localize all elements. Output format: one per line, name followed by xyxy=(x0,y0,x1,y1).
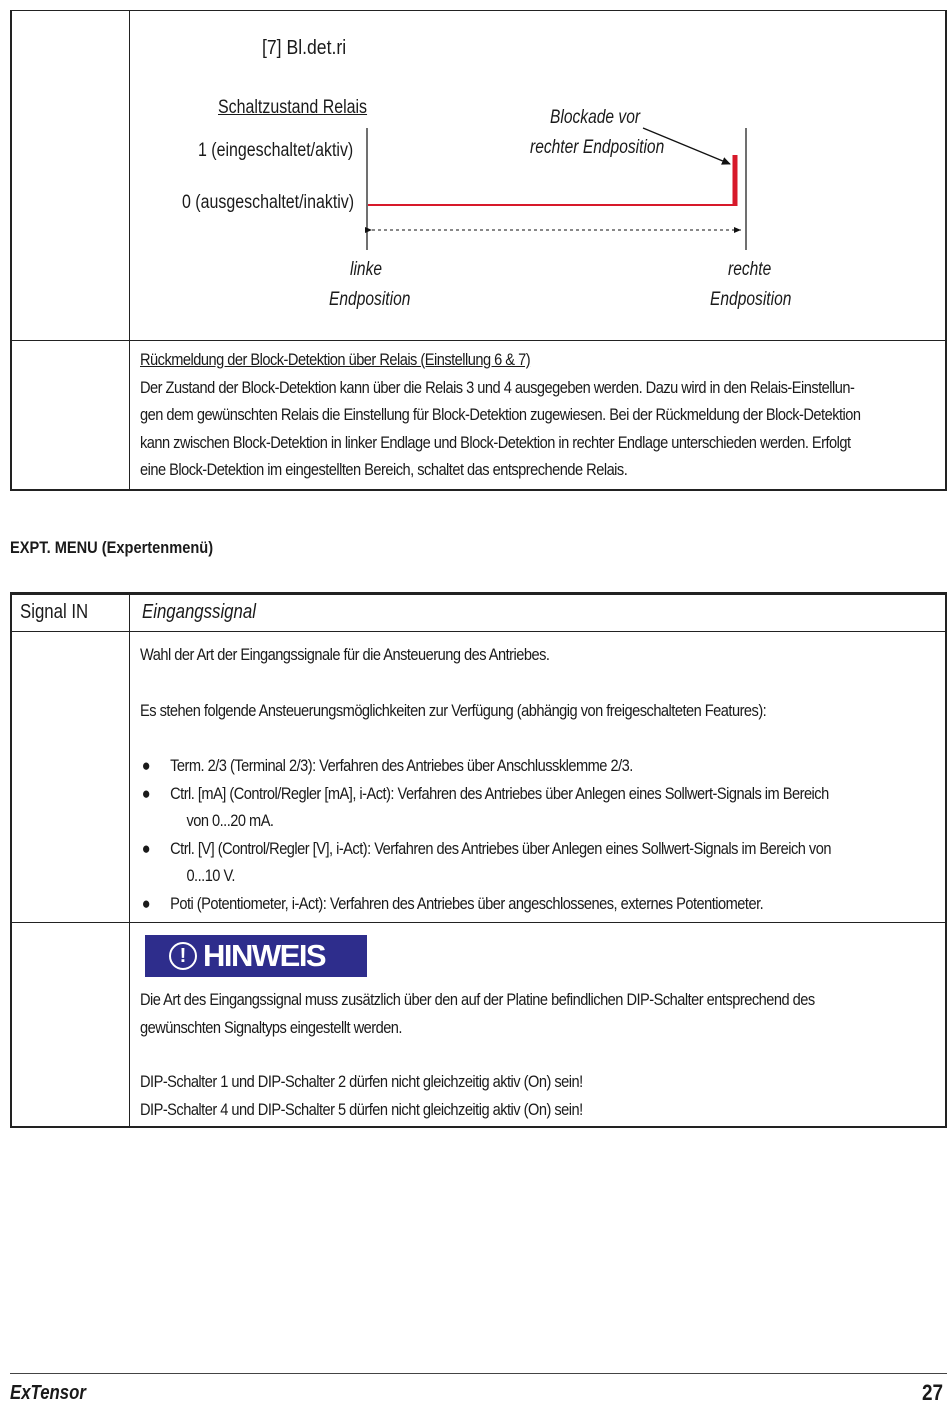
signal-intro: Wahl der Art der Eingangssignale für die Ansteuerung des Antriebes. xyxy=(140,645,550,664)
param-heading: [7] Bl.det.ri xyxy=(262,37,347,59)
list-item: ● Ctrl. [mA] (Control/Regler [mA], i-Act): Verfahren des Antriebes über Anlegen eines Sollwert-Signals im Bereich xyxy=(140,780,918,808)
signal-table-border-left xyxy=(10,592,12,1128)
diagram-state-on: 1 (eingeschaltet/aktiv) xyxy=(198,140,354,161)
warning-icon: ! xyxy=(169,942,197,970)
top-table-border-bottom xyxy=(10,489,947,491)
diagram-state-off: 0 (ausgeschaltet/inaktiv) xyxy=(182,192,355,213)
feedback-line: gen dem gewünschten Relais die Einstellung für Block-Detektion zugewiesen. Bei der Rückmeldung der Block-Detektion xyxy=(140,405,861,424)
signal-table-key: Signal IN xyxy=(20,601,89,623)
diagram-left-label-line1: linke xyxy=(350,259,383,280)
signal-options-list xyxy=(140,752,918,917)
signal-table-row-divider xyxy=(10,922,947,923)
bullet-icon: ● xyxy=(141,783,151,803)
dip-line: DIP-Schalter 4 und DIP-Schalter 5 dürfen nicht gleichzeitig aktiv (On) sein! xyxy=(140,1099,583,1119)
expt-menu-heading: EXPT. MENU (Expertenmenü) xyxy=(10,538,214,557)
relay-diagram xyxy=(0,0,950,340)
signal-table-col-divider xyxy=(129,592,130,1128)
feedback-line: Der Zustand der Block-Detektion kann über die Relais 3 und 4 ausgegeben werden. Dazu wird in den Relais-Einstellun- xyxy=(140,377,855,397)
list-item: ● Ctrl. [V] (Control/Regler [V], i-Act): Verfahren des Antriebes über Anlegen eines Sollwert-Signals im Bereich von xyxy=(140,835,918,863)
bullet-icon: ● xyxy=(141,838,151,858)
feedback-block xyxy=(140,346,918,484)
signal-table-title: Eingangssignal xyxy=(142,601,256,623)
notice-badge xyxy=(145,935,367,977)
notice-text xyxy=(140,986,918,1041)
signal-table-border-top xyxy=(10,592,947,595)
feedback-title: Rückmeldung der Block-Detektion über Relais (Einstellung 6 & 7) xyxy=(140,350,531,369)
signal-options-intro: Es stehen folgende Ansteuerungsmöglichkeiten zur Verfügung (abhängig von freigeschalteten Features): xyxy=(140,701,767,720)
bullet-icon: ● xyxy=(141,893,151,913)
signal-table-header-divider xyxy=(10,631,947,632)
diagram-ylabel-title: Schaltzustand Relais xyxy=(218,97,368,118)
list-item: ● Term. 2/3 (Terminal 2/3): Verfahren des Antriebes über Anschlussklemme 2/3. xyxy=(140,752,918,780)
diagram-left-label-line2: Endposition xyxy=(329,289,411,310)
dip-line: DIP-Schalter 1 und DIP-Schalter 2 dürfen nicht gleichzeitig aktiv (On) sein! xyxy=(140,1072,583,1091)
list-item-continuation: 0...10 V. xyxy=(186,866,235,885)
bullet-icon: ● xyxy=(141,756,151,775)
diagram-right-label-line1: rechte xyxy=(728,259,772,280)
notice-label: HINWEIS xyxy=(203,938,326,973)
signal-table-border-bottom xyxy=(10,1126,947,1128)
footer-brand: ExTensor xyxy=(10,1382,86,1404)
list-item: ● Poti (Potentiometer, i-Act): Verfahren des Antriebes über angeschlossenes, externes Potentiometer. xyxy=(140,890,918,918)
footer-rule xyxy=(10,1373,947,1374)
diagram-annotation-line1: Blockade vor xyxy=(550,107,641,128)
notice-line: Die Art des Eingangssignal muss zusätzlich über den auf der Platine befindlichen DIP-Schalter entsprechend des xyxy=(140,990,815,1009)
feedback-line: eine Block-Detektion im eingestellten Bereich, schaltet das entsprechende Relais. xyxy=(140,460,628,479)
notice-line: gewünschten Signaltyps eingestellt werden. xyxy=(140,1017,402,1037)
diagram-annotation-line2: rechter Endposition xyxy=(530,137,665,158)
feedback-line: kann zwischen Block-Detektion in linker Endlage und Block-Detektion in rechter Endlage unterschieden werden. Erfolgt xyxy=(140,432,851,452)
top-table-row-divider xyxy=(10,340,947,341)
diagram-right-label-line2: Endposition xyxy=(710,289,792,310)
diagram-annotation-arrow xyxy=(643,128,730,164)
diagram-graphics xyxy=(0,0,950,340)
footer-page-number: 27 xyxy=(922,1380,944,1405)
dip-text xyxy=(140,1068,918,1123)
signal-table-border-right xyxy=(945,592,947,1128)
list-item-continuation: von 0...20 mA. xyxy=(186,811,274,830)
